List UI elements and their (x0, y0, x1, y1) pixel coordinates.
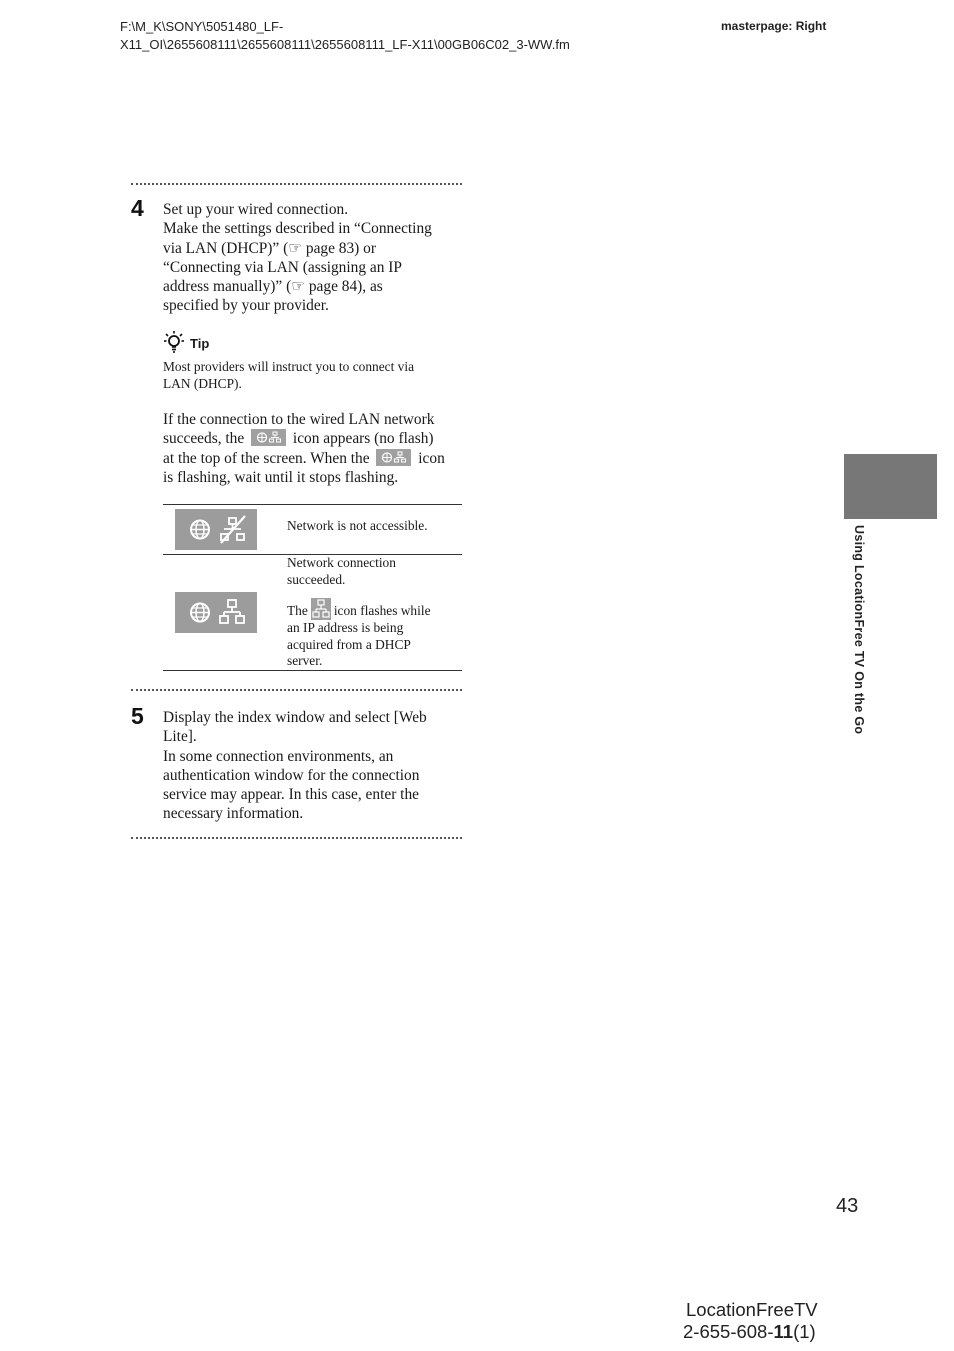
dotted-separator (131, 837, 462, 839)
connection-text: icon (418, 449, 445, 467)
tip-line: Most providers will instruct you to connect via (163, 359, 415, 374)
table-rule (163, 670, 462, 671)
connection-line: If the connection to the wired LAN network (163, 411, 435, 428)
step-number: 5 (131, 703, 144, 729)
step-5-line: authentication window for the connection (163, 766, 420, 784)
network-connected-icon (251, 429, 286, 446)
status-note-text: icon flashes while (333, 603, 431, 618)
step-5-line: service may appear. In this case, enter the (163, 786, 419, 804)
connection-paragraph (163, 410, 463, 487)
lightbulb-icon (163, 330, 185, 354)
status-note-text: The (287, 603, 308, 618)
step-5-line: Display the index window and select [Web (163, 709, 427, 726)
status-text: Network is not accessible. (287, 518, 428, 533)
footer-model-code (683, 1321, 816, 1343)
step-number: 4 (131, 195, 144, 221)
dotted-separator (131, 689, 462, 691)
step-4-line: Make the settings described in “Connecting (163, 220, 432, 238)
status-row-not-accessible (287, 518, 428, 535)
lan-icon (311, 598, 331, 620)
section-tab (844, 454, 937, 519)
tip-line: LAN (DHCP). (163, 376, 242, 391)
tip-label: Tip (190, 336, 210, 351)
connection-line (163, 449, 463, 468)
step-4-line: via LAN (DHCP)” (☞ page 83) or (163, 239, 376, 257)
step-5-line: In some connection environments, an (163, 747, 394, 765)
table-rule (163, 504, 462, 505)
footer-code-suffix: (1) (793, 1321, 816, 1342)
step-5-line: necessary information. (163, 805, 304, 823)
file-path-line-1: F:\M_K\SONY\5051480_LF- (120, 19, 284, 34)
network-not-accessible-icon (175, 509, 257, 550)
step-4-line: specified by your provider. (163, 297, 329, 315)
step-4-text (163, 200, 463, 316)
connection-text: at the top of the screen. When the (163, 449, 370, 467)
footer-code-prefix: 2-655-608- (683, 1321, 774, 1342)
step-4-line: Set up your wired connection. (163, 201, 349, 218)
status-note-line (287, 598, 431, 620)
status-row-connected (287, 555, 431, 670)
step-5-text (163, 708, 463, 824)
footer-brand: LocationFreeTV (686, 1299, 818, 1320)
page-number: 43 (836, 1195, 859, 1217)
connection-line (163, 429, 463, 448)
dotted-separator (131, 183, 462, 185)
network-connected-icon (376, 449, 411, 466)
file-path-line-2: X11_OI\2655608111\2655608111\2655608111_LF-X11\00GB06C02_3-WW.fm (120, 37, 570, 52)
section-tab-label: Using LocationFree TV On the Go (852, 525, 866, 735)
tip-text (163, 358, 414, 392)
connection-line: is flashing, wait until it stops flashing. (163, 468, 399, 486)
step-5-line: Lite]. (163, 728, 197, 746)
step-4-line: address manually)” (☞ page 84), as (163, 278, 383, 296)
status-note-line: an IP address is being (287, 620, 404, 635)
network-connected-icon (175, 592, 257, 633)
masterpage-label: masterpage: Right (721, 19, 827, 33)
status-text: Network connection (287, 555, 396, 570)
file-path-header (120, 18, 570, 54)
status-note-line: server. (287, 653, 323, 668)
footer-code-bold: 11 (773, 1321, 794, 1342)
connection-text: icon appears (no flash) (292, 430, 434, 448)
status-text: succeeded. (287, 571, 346, 587)
step-4-line: “Connecting via LAN (assigning an IP (163, 258, 402, 276)
status-note-line: acquired from a DHCP (287, 636, 411, 652)
connection-text: succeeds, the (163, 430, 245, 448)
